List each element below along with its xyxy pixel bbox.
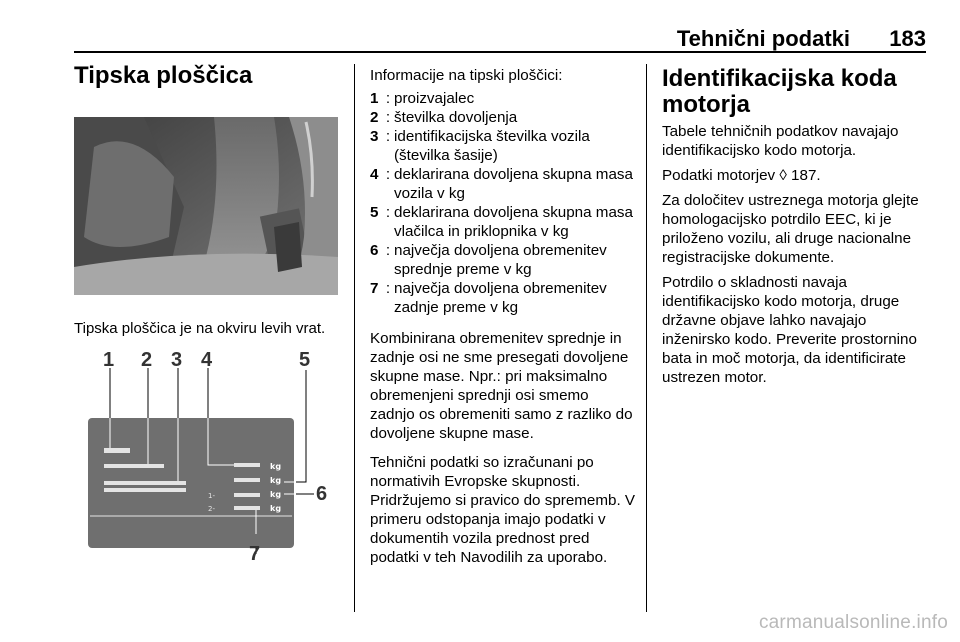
list-item-number: 3 xyxy=(370,128,379,145)
column-divider-1 xyxy=(354,64,355,612)
list-item xyxy=(370,165,636,203)
plate-info-list xyxy=(370,89,636,317)
plate-unit-3: kg xyxy=(270,490,282,499)
photo-caption: Tipska ploščica je na okviru levih vrat. xyxy=(74,320,326,337)
diagram-label-4: 4 xyxy=(201,349,213,371)
list-item-text: deklarirana dovoljena skupna masa vozila v kg xyxy=(394,166,633,202)
list-item-text: največja dovoljena obremenitev sprednje preme v kg xyxy=(394,242,607,278)
diagram-label-2: 2 xyxy=(141,349,153,371)
list-item-text: deklarirana dovoljena skupna masa vlačilca in priklopnika v kg xyxy=(394,204,633,240)
header-title: Tehnični podatki xyxy=(676,26,850,51)
axle-load-paragraph: Kombinirana obremenitev sprednje in zadnje osi ne sme presegati dovoljene skupne mase. Npr.: pri maksimalno obremenjeni sprednji osi smemo zadnjo os obremeniti samo z razliko do dovoljene skupne mase. xyxy=(370,330,633,442)
list-item-number: 1 xyxy=(370,90,379,107)
list-item xyxy=(370,127,636,165)
list-item-number: 4 xyxy=(370,166,379,183)
middle-column xyxy=(370,66,636,567)
list-item-text: največja dovoljena obremenitev zadnje preme v kg xyxy=(394,280,607,316)
list-item-number: 5 xyxy=(370,204,379,221)
section-heading-engine-code: Identifikacijska koda motorja xyxy=(662,65,897,118)
list-item xyxy=(370,108,636,127)
list-item xyxy=(370,89,636,108)
engine-code-paragraph-3: Za določitev ustreznega motorja glejte homologacijsko potrdilo EEC, ki je priloženo vozilu, ali druge nacionalne registracijske dokumente. xyxy=(662,192,919,266)
column-divider-2 xyxy=(646,64,647,612)
list-item-colon: : xyxy=(385,90,391,107)
list-item xyxy=(370,279,636,317)
right-column xyxy=(662,66,932,387)
list-item-number: 2 xyxy=(370,109,379,126)
diagram-label-6: 6 xyxy=(316,483,328,505)
list-item xyxy=(370,241,636,279)
plate-info-intro: Informacije na tipski ploščici: xyxy=(370,67,563,84)
diagram-label-7: 7 xyxy=(249,543,261,564)
technical-data-paragraph: Tehnični podatki so izračunani po normativih Evropske skupnosti. Pridržujemo si pravico do sprememb. V primeru odstopanja imajo podatki v dokumentih vozila prednost pred podatki v teh Navodilih za uporabo. xyxy=(370,454,636,566)
list-item-text: proizvajalec xyxy=(394,90,475,107)
list-item-colon: : xyxy=(385,280,391,297)
plate-unit-4: kg xyxy=(270,504,282,513)
engine-code-paragraph-2: Podatki motorjev ◊ 187. xyxy=(662,167,821,184)
list-item-colon: : xyxy=(385,204,391,221)
diagram-label-1: 1 xyxy=(103,349,115,371)
plate-axle-prefix-2: 2- xyxy=(208,505,215,513)
list-item-colon: : xyxy=(385,128,391,145)
diagram-label-3: 3 xyxy=(171,349,183,371)
type-plate-diagram xyxy=(74,348,338,564)
header-rule xyxy=(74,51,926,53)
plate-unit-1: kg xyxy=(270,462,282,471)
plate-unit-2: kg xyxy=(270,476,282,485)
engine-code-paragraph-4: Potrdilo o skladnosti navaja identifikacijsko kodo motorja, druge državne objave lahko navajajo inženirsko kodo. Preverite prostornino bata in moč motorja, da identificirate ustrezen motor. xyxy=(662,274,917,386)
list-item-number: 6 xyxy=(370,242,379,259)
door-frame-photo xyxy=(74,117,338,295)
list-item-text: identifikacijska številka vozila (številka šasije) xyxy=(394,128,590,164)
watermark: carmanualsonline.info xyxy=(758,612,948,633)
section-heading-type-plate: Tipska ploščica xyxy=(74,62,253,89)
list-item-colon: : xyxy=(385,242,391,259)
list-item-text: številka dovoljenja xyxy=(394,109,518,126)
list-item-colon: : xyxy=(385,109,391,126)
list-item-colon: : xyxy=(385,166,391,183)
list-item-number: 7 xyxy=(370,280,379,297)
diagram-label-5: 5 xyxy=(299,349,311,371)
engine-code-paragraph-1: Tabele tehničnih podatkov navajajo identifikacijsko kodo motorja. xyxy=(662,123,899,159)
page-number: 183 xyxy=(889,26,926,51)
list-item xyxy=(370,203,636,241)
door-frame-illustration xyxy=(74,117,338,295)
plate-axle-prefix-1: 1- xyxy=(208,492,215,500)
left-column xyxy=(74,60,346,90)
